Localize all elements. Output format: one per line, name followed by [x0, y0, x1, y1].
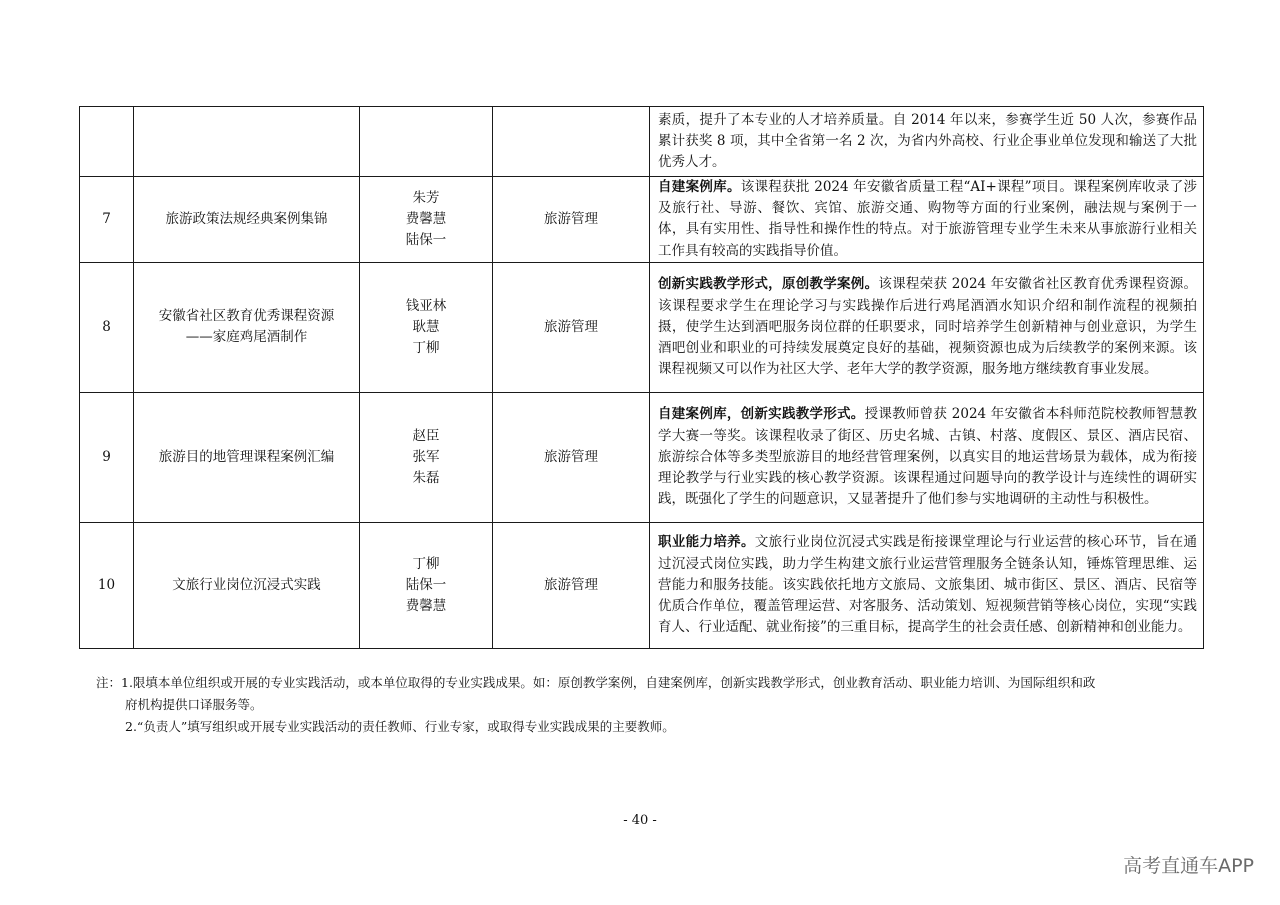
leader-name: 陆保一	[405, 232, 447, 248]
description-text: 素质，提升了本专业的人才培养质量。自 2014 年以来，参赛学生近 50 人次，参赛作品累计获奖 8 项，其中全省第一名 2 次，为省内外高校、行业企事业单位发现和输送了大批优秀人才。	[658, 111, 1197, 171]
leaders	[360, 177, 493, 263]
leader-name: 费馨慧	[405, 597, 447, 614]
description-highlight: 职业能力培养。	[658, 534, 755, 551]
note-1-continued: 府机构提供口译服务等。	[125, 697, 263, 712]
project-name	[134, 262, 360, 392]
project-name	[134, 392, 360, 522]
row-number: 7	[80, 177, 134, 263]
table-row	[80, 177, 1204, 263]
leader-name: 费馨慧	[405, 210, 447, 227]
project-name-line: 安徽省社区教育优秀课程资源	[158, 308, 335, 325]
table-row	[80, 522, 1204, 648]
leaders	[360, 392, 493, 522]
project-name-line: 文旅行业岗位沉浸式实践	[172, 576, 321, 593]
project-name	[134, 522, 360, 648]
description-highlight: 自建案例库。	[658, 179, 741, 195]
leader-name: 丁柳	[412, 555, 440, 572]
table-row	[80, 107, 1204, 177]
major: 旅游管理	[493, 522, 650, 648]
row-number: 10	[80, 522, 134, 648]
row-number: 8	[80, 262, 134, 392]
description	[650, 107, 1204, 177]
leader-name: 张军	[412, 448, 440, 465]
description	[650, 177, 1204, 263]
table-row	[80, 262, 1204, 392]
leader-name: 钱亚林	[405, 297, 447, 314]
row-number	[80, 107, 134, 177]
major: 旅游管理	[493, 177, 650, 263]
leader-name: 朱磊	[412, 469, 440, 486]
project-name	[134, 177, 360, 263]
major: 旅游管理	[493, 392, 650, 522]
description-highlight: 创新实践教学形式，原创教学案例。	[658, 276, 879, 293]
description-highlight: 自建案例库，创新实践教学形式。	[658, 406, 865, 423]
major	[493, 107, 650, 177]
note-1: 注：1.限填本单位组织或开展的专业实践活动，或本单位取得的专业实践成果。如：原创教学案例，自建案例库，创新实践教学形式，创业教育活动、职业能力培训、为国际组织和政	[96, 675, 1096, 690]
leaders	[360, 262, 493, 392]
description	[650, 522, 1204, 648]
row-number: 9	[80, 392, 134, 522]
project-name-line: 旅游目的地管理课程案例汇编	[158, 448, 335, 465]
project-name	[134, 107, 360, 177]
leader-name: 陆保一	[405, 576, 447, 593]
practice-table	[79, 106, 1204, 649]
leaders	[360, 107, 493, 177]
note-2: 2.“负责人”填写组织或开展专业实践活动的责任教师、行业专家，或取得专业实践成果的主要教师。	[125, 719, 675, 734]
leader-name: 赵臣	[412, 427, 440, 444]
leader-name: 耿慧	[412, 318, 440, 335]
table-row	[80, 392, 1204, 522]
description-text: 该课程荣获 2024 年安徽省社区教育优秀课程资源。该课程要求学生在理论学习与实践操作后进行鸡尾酒酒水知识介绍和制作流程的视频拍摄，使学生达到酒吧服务岗位群的任职要求，同时培养学生创新精神与创业意识，为学生酒吧创业和职业的可持续发展奠定良好的基础，视频资源也成为后续教学的案例来源。该课程视频又可以作为社区大学、老年大学的教学资源，服务地方继续教育事业发展。	[658, 276, 1198, 378]
description-text: 授课教师曾获 2024 年安徽省本科师范院校教师智慧教学大赛一等奖。该课程收录了街区、历史名城、古镇、村落、度假区、景区、酒店民宿、旅游综合体等多类型旅游目的地经营管理案例，以真实目的地运营场景为载体，成为衔接理论教学与行业实践的核心教学资源。该课程通过问题导向的教学设计与连续性的调研实践，既强化了学生的问题意识，又显著提升了他们参与实地调研的主动性与积极性。	[658, 406, 1197, 508]
page-number: - 40 -	[623, 813, 657, 828]
footnotes	[96, 672, 1206, 738]
project-name-line: 旅游政策法规经典案例集锦	[165, 210, 328, 227]
major: 旅游管理	[493, 262, 650, 392]
description	[650, 262, 1204, 392]
description	[650, 392, 1204, 522]
watermark: 高考直通车APP	[1123, 855, 1254, 877]
leader-name: 丁柳	[412, 339, 440, 356]
leader-name: 朱芳	[412, 189, 440, 206]
leaders	[360, 522, 493, 648]
project-name-line: ——家庭鸡尾酒制作	[185, 329, 308, 346]
description-text: 文旅行业岗位沉浸式实践是衔接课堂理论与行业运营的核心环节，旨在通过沉浸式岗位实践，助力学生构建文旅行业运营管理服务全链条认知，锤炼管理思维、运营能力和服务技能。该实践依托地方文旅局、文旅集团、城市街区、景区、酒店、民宿等优质合作单位，覆盖管理运营、对客服务、活动策划、短视频营销等核心岗位，实现“实践育人、行业适配、就业衔接”的三重目标，提高学生的社会责任感、创新精神和创业能力。	[658, 534, 1198, 636]
description-text: 该课程获批 2024 年安徽省质量工程“AI+课程”项目。课程案例库收录了涉及旅行社、导游、餐饮、宾馆、旅游交通、购物等方面的行业案例，融法规与案例于一体，具有实用性、指导性和操作性的特点。对于旅游管理专业学生未来从事旅游行业相关工作具有较高的实践指导价值。	[658, 179, 1198, 259]
